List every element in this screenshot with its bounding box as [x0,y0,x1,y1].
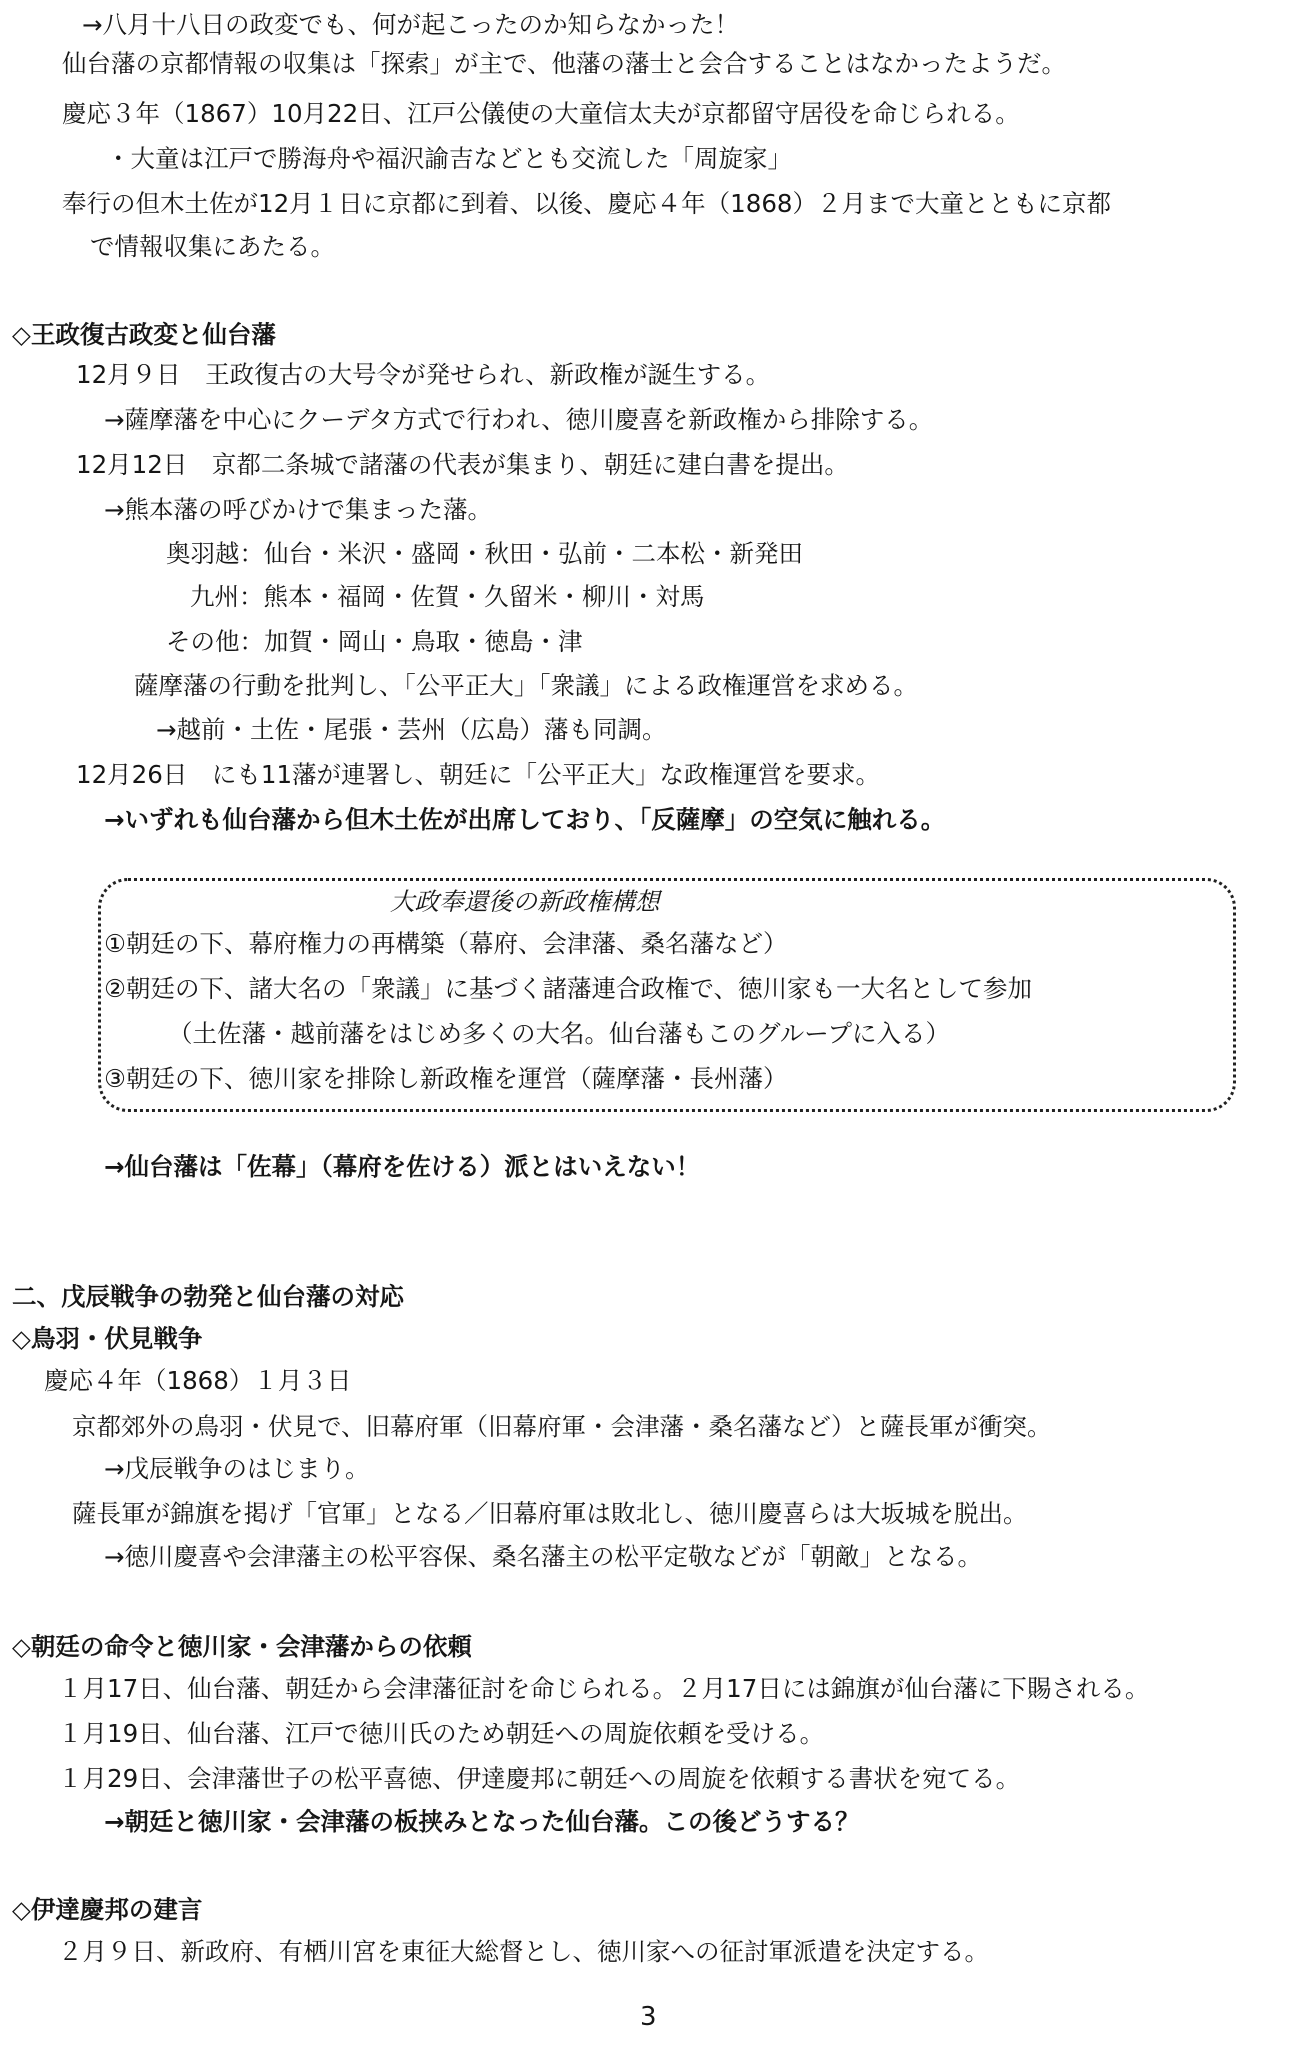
emphasis-line: →仙台藩は「佐幕」（幕府を佐ける）派とはいえない！ [104,1152,701,1181]
section-heading: ◇伊達慶邦の建言 [12,1895,203,1924]
text-line: 薩長軍が錦旗を掲げ「官軍」となる／旧幕府軍は敗北し、徳川慶喜らは大坂城を脱出。 [72,1499,1028,1528]
text-line: １月29日、会津藩世子の松平喜徳、伊達慶邦に朝廷への周旋を依頼する書状を宛てる。 [58,1764,1021,1793]
box-item: ①朝廷の下、幕府権力の再構築（幕府、会津藩、桑名藩など） [104,929,788,958]
text-line: 12月26日 にも11藩が連署し、朝廷に「公平正大」な政権運営を要求。 [76,760,881,789]
text-line: →八月十八日の政変でも、何が起こったのか知らなかった！ [82,10,740,39]
text-line: 奉行の但木土佐が12月１日に京都に到着、以後、慶応４年（1868）２月まで大童とともに京都 [62,189,1112,218]
text-line: →徳川慶喜や会津藩主の松平容保、桑名藩主の松平定敬などが「朝敵」となる。 [104,1542,983,1571]
page-number: 3 [640,2002,657,2032]
text-line: で情報収集にあたる。 [90,232,335,261]
chapter-heading: 二、戊辰戦争の勃発と仙台藩の対応 [12,1282,404,1311]
text-line: →越前・土佐・尾張・芸州（広島）藩も同調。 [156,715,667,744]
text-line: 九州：熊本・福岡・佐賀・久留米・柳川・対馬 [190,582,705,611]
text-line: １月17日、仙台藩、朝廷から会津藩征討を命じられる。２月17日には錦旗が仙台藩に下賜される。 [58,1674,1150,1703]
text-line: 薩摩藩の行動を批判し、「公平正大」「衆議」による政権運営を求める。 [134,671,918,700]
text-line: 奥羽越：仙台・米沢・盛岡・秋田・弘前・二本松・新発田 [166,539,803,568]
text-line: →熊本藩の呼びかけで集まった藩。 [104,495,493,524]
text-line: 京都郊外の鳥羽・伏見で、旧幕府軍（旧幕府軍・会津藩・桑名藩など）と薩長軍が衝突。 [72,1412,1052,1441]
text-line: 12月９日 王政復古の大号令が発せられ、新政権が誕生する。 [76,360,771,389]
box-title: 大政奉還後の新政権構想 [390,887,660,916]
text-line: 仙台藩の京都情報の収集は「探索」が主で、他藩の藩士と会合することはなかったようだ。 [62,49,1067,78]
box-item: （土佐藩・越前藩をはじめ多くの大名。仙台藩もこのグループに入る） [168,1019,951,1048]
emphasis-line: →朝廷と徳川家・会津藩の板挟みとなった仙台藩。この後どうする？ [104,1807,860,1836]
section-heading: ◇王政復古政変と仙台藩 [12,320,276,349]
text-line: ・大童は江戸で勝海舟や福沢諭吉などとも交流した「周旋家」 [106,144,792,173]
text-line: ２月９日、新政府、有栖川宮を東征大総督とし、徳川家への征討軍派遣を決定する。 [58,1937,989,1966]
box-item: ③朝廷の下、徳川家を排除し新政権を運営（薩摩藩・長州藩） [104,1064,788,1093]
section-heading: ◇鳥羽・伏見戦争 [12,1324,203,1353]
text-line: 12月12日 京都二条城で諸藩の代表が集まり、朝廷に建白書を提出。 [76,450,849,479]
section-heading: ◇朝廷の命令と徳川家・会津藩からの依頼 [12,1632,472,1661]
text-line: →薩摩藩を中心にクーデタ方式で行われ、徳川慶喜を新政権から排除する。 [104,405,934,434]
text-line: その他：加賀・岡山・鳥取・徳島・津 [166,627,583,656]
text-line: →戊辰戦争のはじまり。 [104,1454,370,1483]
text-line: 慶応４年（1868）１月３日 [44,1366,352,1395]
text-line: 慶応３年（1867）10月22日、江戸公儀使の大童信太夫が京都留守居役を命じられる。 [62,99,1020,128]
emphasis-line: →いずれも仙台藩から但木土佐が出席しており、「反薩摩」の空気に触れる。 [104,805,946,834]
box-item: ②朝廷の下、諸大名の「衆議」に基づく諸藩連合政権で、徳川家も一大名として参加 [104,974,1032,1003]
text-line: １月19日、仙台藩、江戸で徳川氏のため朝廷への周旋依頼を受ける。 [58,1719,825,1748]
